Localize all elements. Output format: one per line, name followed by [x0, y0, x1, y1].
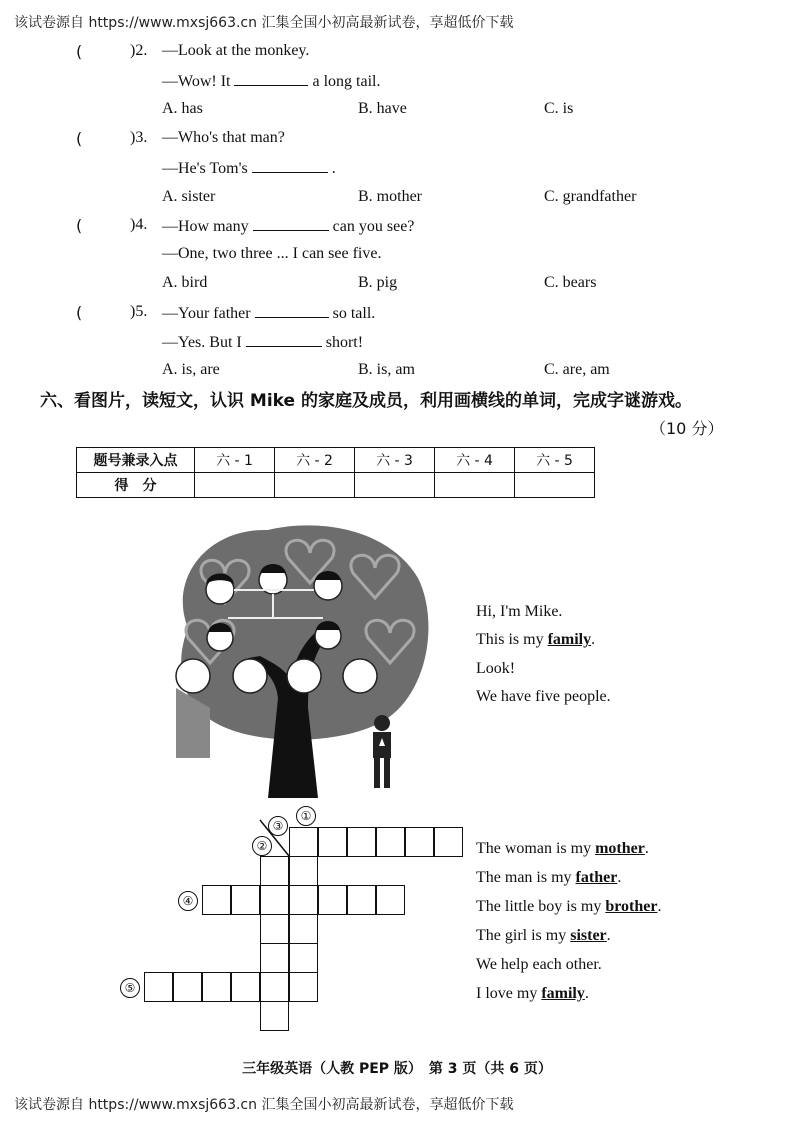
option-a: A. has [162, 100, 203, 117]
option-c: C. are, am [544, 361, 610, 378]
score-row-label: 题号兼录入点 [77, 448, 195, 473]
score-cell[interactable] [195, 473, 275, 498]
story-line: This is my family. [476, 631, 596, 648]
question-number: )2. [130, 42, 148, 59]
option-b: B. is, am [358, 361, 415, 378]
underlined-word: family [547, 631, 592, 648]
underlined-word: mother [595, 840, 645, 857]
answer-paren: ( [76, 42, 83, 61]
family-tree-illustration [168, 518, 434, 800]
option-b: B. mother [358, 188, 422, 205]
question-line-1: —How many can you see? [162, 218, 415, 235]
option-a: A. sister [162, 188, 216, 205]
answer-blank[interactable] [234, 71, 308, 86]
clue-line: The girl is my sister. [476, 927, 611, 944]
option-a: A. is, are [162, 361, 220, 378]
crossword-cell[interactable] [202, 972, 231, 1002]
crossword-cell[interactable] [289, 943, 318, 973]
crossword-cell[interactable] [144, 972, 173, 1002]
clue-line: We help each other. [476, 956, 602, 973]
clue-line: The little boy is my brother. [476, 898, 662, 915]
question-line-2: —He's Tom's . [162, 160, 336, 177]
question-line-1: —Your father so tall. [162, 305, 376, 322]
underlined-word: sister [570, 927, 607, 944]
answer-paren: ( [76, 216, 83, 235]
option-a: A. bird [162, 274, 208, 291]
answer-paren: ( [76, 129, 83, 148]
clue-number-4: ④ [178, 891, 198, 911]
question-line-2: —One, two three ... I can see five. [162, 245, 382, 262]
crossword-cell[interactable] [405, 827, 434, 857]
score-column: 六 - 3 [355, 448, 435, 473]
underlined-word: family [541, 985, 585, 1002]
crossword-cell[interactable] [260, 943, 289, 973]
crossword-cell[interactable] [289, 827, 318, 857]
section-points: （10 分） [650, 419, 724, 438]
clue-number-2: ② [252, 836, 272, 856]
clue-line: I love my family. [476, 985, 589, 1002]
score-row-label: 得 分 [77, 473, 195, 498]
section-title: 六、看图片，读短文，认识 Mike 的家庭及成员，利用画横线的单词，完成字谜游戏。 [40, 391, 692, 411]
clue-number-1: ① [296, 806, 316, 826]
page-footer: 三年级英语（人教 PEP 版） 第 3 页（共 6 页） [242, 1061, 552, 1077]
crossword-cell[interactable] [289, 914, 318, 944]
clue-number-3: ③ [268, 816, 288, 836]
option-b: B. pig [358, 274, 398, 291]
score-cell[interactable] [435, 473, 515, 498]
story-line: Look! [476, 660, 516, 677]
underlined-word: brother [605, 898, 658, 915]
question-number: )5. [130, 303, 148, 320]
crossword-cell[interactable] [376, 885, 405, 915]
crossword-cell[interactable] [260, 914, 289, 944]
answer-paren: ( [76, 303, 83, 322]
source-header: 该试卷源自 https://www.mxsj663.cn 汇集全国小初高最新试卷，享超低价下载 [14, 15, 514, 31]
score-cell[interactable] [275, 473, 355, 498]
crossword-cell[interactable] [434, 827, 463, 857]
question-number: )4. [130, 216, 148, 233]
crossword-cell[interactable] [260, 856, 289, 886]
crossword-cell[interactable] [260, 885, 289, 915]
score-column: 六 - 1 [195, 448, 275, 473]
crossword-cell[interactable] [376, 827, 405, 857]
clue-line: The woman is my mother. [476, 840, 649, 857]
crossword-cell[interactable] [260, 972, 289, 1002]
crossword-cell[interactable] [289, 856, 318, 886]
option-c: C. bears [544, 274, 597, 291]
crossword-cell[interactable] [202, 885, 231, 915]
answer-blank[interactable] [255, 303, 329, 318]
story-line: Hi, I'm Mike. [476, 603, 563, 620]
source-footer: 该试卷源自 https://www.mxsj663.cn 汇集全国小初高最新试卷，享超低价下载 [14, 1097, 514, 1113]
crossword-cell[interactable] [318, 827, 347, 857]
score-column: 六 - 4 [435, 448, 515, 473]
answer-blank[interactable] [246, 332, 322, 347]
underlined-word: father [575, 869, 618, 886]
clue-line: The man is my father. [476, 869, 622, 886]
option-b: B. have [358, 100, 407, 117]
crossword-cell[interactable] [318, 885, 347, 915]
question-number: )3. [130, 129, 148, 146]
question-line-1: —Look at the monkey. [162, 42, 310, 59]
option-c: C. grandfather [544, 188, 637, 205]
crossword-cell[interactable] [347, 885, 376, 915]
score-table [76, 447, 595, 498]
option-c: C. is [544, 100, 574, 117]
score-cell[interactable] [355, 473, 435, 498]
crossword-cell[interactable] [347, 827, 376, 857]
question-line-1: —Who's that man? [162, 129, 285, 146]
crossword-cell[interactable] [260, 1001, 289, 1031]
crossword-cell[interactable] [173, 972, 202, 1002]
crossword-cell[interactable] [231, 972, 260, 1002]
clue-number-5: ⑤ [120, 978, 140, 998]
crossword-cell[interactable] [289, 885, 318, 915]
crossword-cell[interactable] [289, 972, 318, 1002]
score-column: 六 - 2 [275, 448, 355, 473]
answer-blank[interactable] [252, 158, 328, 173]
question-line-2: —Wow! It a long tail. [162, 73, 381, 90]
score-cell[interactable] [515, 473, 595, 498]
question-line-2: —Yes. But I short! [162, 334, 364, 351]
answer-blank[interactable] [253, 216, 329, 231]
story-line: We have five people. [476, 688, 611, 705]
score-column: 六 - 5 [515, 448, 595, 473]
crossword-cell[interactable] [231, 885, 260, 915]
